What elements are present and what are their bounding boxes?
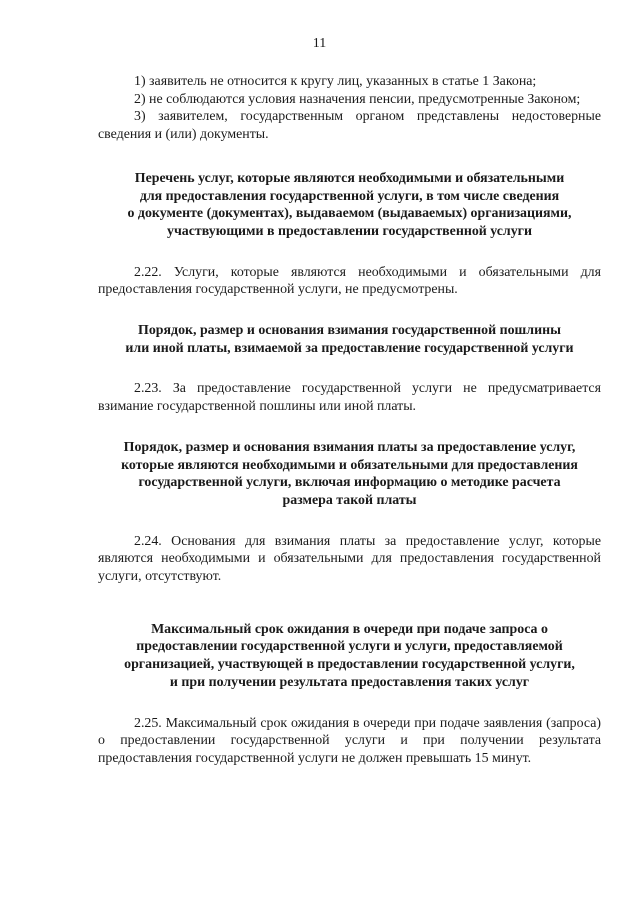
heading-line: организацией, участвующей в предоставлении государственной услуги, [124, 657, 575, 673]
section-heading-services [98, 170, 601, 241]
heading-line: Порядок, размер и основания взимания платы за предоставление услуг, [123, 439, 576, 455]
paragraph-2-22: 2.22. Услуги, которые являются необходимыми и обязательными для предоставления государственной услуги, не предусмотрены. [98, 264, 601, 298]
heading-line: Максимальный срок ожидания в очереди при подаче запроса о [151, 621, 548, 637]
heading-line: Порядок, размер и основания взимания государственной пошлины [138, 323, 561, 339]
heading-line: которые являются необходимыми и обязательными для предоставления [121, 457, 578, 473]
heading-line: размера такой платы [282, 492, 417, 508]
heading-line: или иной платы, взимаемой за предоставление государственной услуги [125, 340, 574, 356]
heading-line: для предоставления государственной услуги, в том числе сведения [139, 188, 560, 204]
list-item-2: 2) не соблюдаются условия назначения пенсии, предусмотренные Законом; [134, 91, 581, 107]
page-number: 11 [312, 36, 327, 51]
heading-line: о документе (документах), выдаваемом (выдаваемых) организациями, [127, 206, 572, 222]
document-content [98, 73, 601, 768]
heading-line: государственной услуги, включая информацию о методике расчета [138, 475, 561, 491]
paragraph-2-23: 2.23. За предоставление государственной услуги не предусматривается взимание государственной пошлины или иной платы. [98, 381, 601, 415]
heading-line: и при получении результата предоставления таких услуг [169, 674, 530, 690]
list-item-1: 1) заявитель не относится к кругу лиц, указанных в статье 1 Закона; [134, 74, 537, 89]
paragraph-2-24: 2.24. Основания для взимания платы за предоставление услуг, которые являются необходимыми и обязательными для предоставления государственной услуги, отсутствуют. [98, 533, 601, 585]
section-heading-state-fee [98, 322, 601, 357]
section-heading-fee-calculation [98, 439, 601, 510]
heading-line: Перечень услуг, которые являются необходимыми и обязательными [134, 170, 565, 186]
list-item-3: 3) заявителем, государственным органом представлены недостоверные сведения и (или) документы. [98, 109, 601, 143]
heading-line: предоставлении государственной услуги и услуги, предоставляемой [136, 639, 563, 655]
paragraph-2-25: 2.25. Максимальный срок ожидания в очереди при подаче заявления (запроса) о предоставлении государственной услуги и при получении результата предоставления государственной услуги не должен превышать 15 минут. [98, 715, 601, 766]
section-heading-waiting-time [98, 621, 601, 692]
heading-line: участвующими в предоставлении государственной услуги [167, 223, 532, 239]
